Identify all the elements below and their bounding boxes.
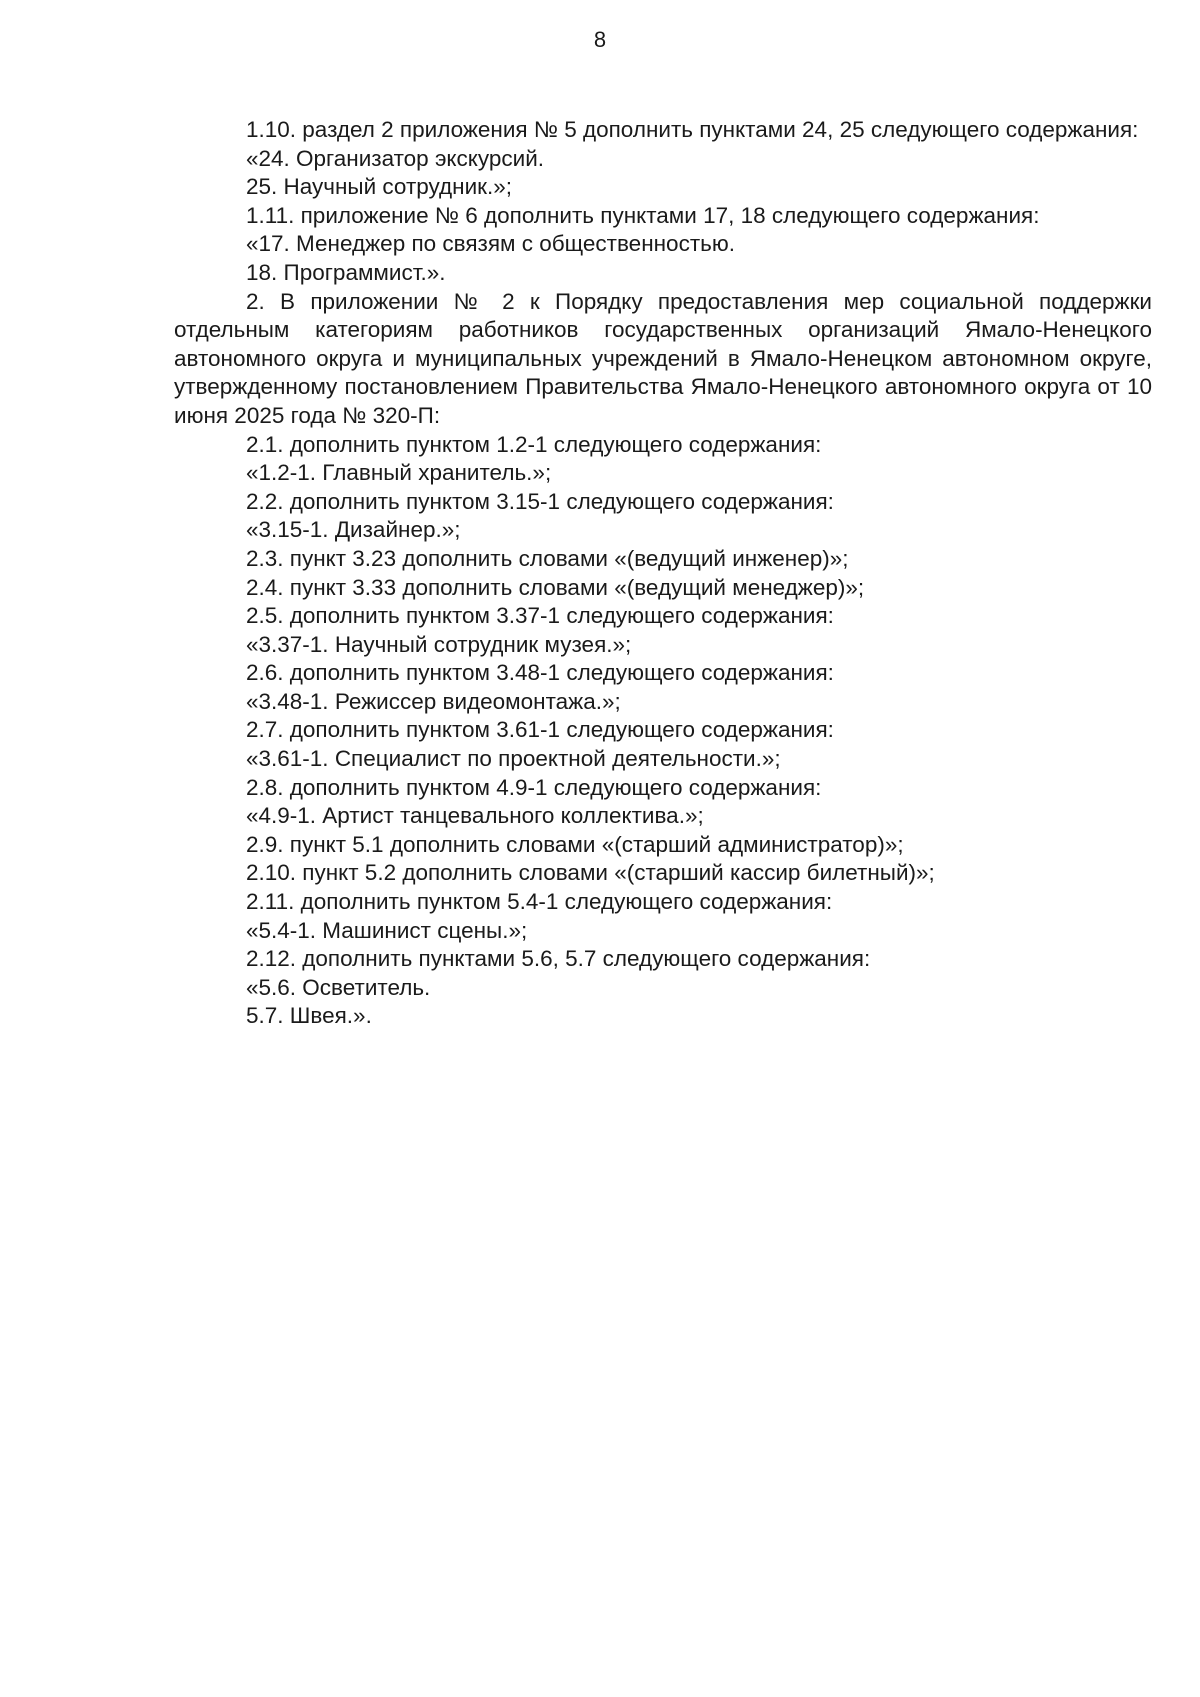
paragraph: «1.2-1. Главный хранитель.»; <box>246 460 552 486</box>
paragraph: «3.61-1. Специалист по проектной деятельности.»; <box>246 746 781 772</box>
paragraph: 2.11. дополнить пунктом 5.4-1 следующего содержания: <box>246 889 833 915</box>
paragraph: «3.15-1. Дизайнер.»; <box>246 517 461 543</box>
paragraph: «3.48-1. Режиссер видеомонтажа.»; <box>246 688 621 714</box>
paragraph: 2.8. дополнить пунктом 4.9-1 следующего содержания: <box>246 774 822 800</box>
document-body <box>174 116 1152 1031</box>
paragraph: 2.6. дополнить пунктом 3.48-1 следующего содержания: <box>246 660 834 686</box>
paragraph: «5.6. Осветитель. <box>246 974 431 1000</box>
paragraph: 1.11. приложение № 6 дополнить пунктами 17, 18 следующего содержания: <box>246 202 1040 228</box>
page-number: 8 <box>593 27 607 52</box>
paragraph: 25. Научный сотрудник.»; <box>246 174 513 200</box>
paragraph: 2.1. дополнить пунктом 1.2-1 следующего содержания: <box>246 431 822 457</box>
paragraph: 18. Программист.». <box>246 259 446 285</box>
paragraph: 2. В приложении № 2 к Порядку предоставления мер социальной поддержки отдельным категориям работников государственных организаций Ямало-Ненецкого автономного округа и муниципальных учреждений в Ямало-Ненецком автономном округе, утвержденному постановлением Правительства Ямало-Ненецкого автономного округа от 10 июня 2025 года № 320-П: <box>174 288 1152 428</box>
paragraph: «5.4-1. Машинист сцены.»; <box>246 917 528 943</box>
paragraph: «24. Организатор экскурсий. <box>246 145 545 171</box>
paragraph: 2.7. дополнить пунктом 3.61-1 следующего содержания: <box>246 717 834 743</box>
paragraph: 2.5. дополнить пунктом 3.37-1 следующего содержания: <box>246 603 834 629</box>
paragraph: «4.9-1. Артист танцевального коллектива.»; <box>246 803 704 829</box>
paragraph: 2.10. пункт 5.2 дополнить словами «(старший кассир билетный)»; <box>246 860 935 886</box>
paragraph: 2.9. пункт 5.1 дополнить словами «(старший администратор)»; <box>246 831 904 857</box>
paragraph: 5.7. Швея.». <box>246 1003 372 1029</box>
paragraph: «17. Менеджер по связям с общественностью. <box>246 231 735 257</box>
paragraph: 2.4. пункт 3.33 дополнить словами «(ведущий менеджер)»; <box>246 574 865 600</box>
paragraph: 1.10. раздел 2 приложения № 5 дополнить пунктами 24, 25 следующего содержания: <box>246 117 1139 142</box>
paragraph: 2.12. дополнить пунктами 5.6, 5.7 следующего содержания: <box>246 946 871 972</box>
paragraph: «3.37-1. Научный сотрудник музея.»; <box>246 631 632 657</box>
paragraph: 2.2. дополнить пунктом 3.15-1 следующего содержания: <box>246 488 834 514</box>
paragraph: 2.3. пункт 3.23 дополнить словами «(ведущий инженер)»; <box>246 545 849 571</box>
